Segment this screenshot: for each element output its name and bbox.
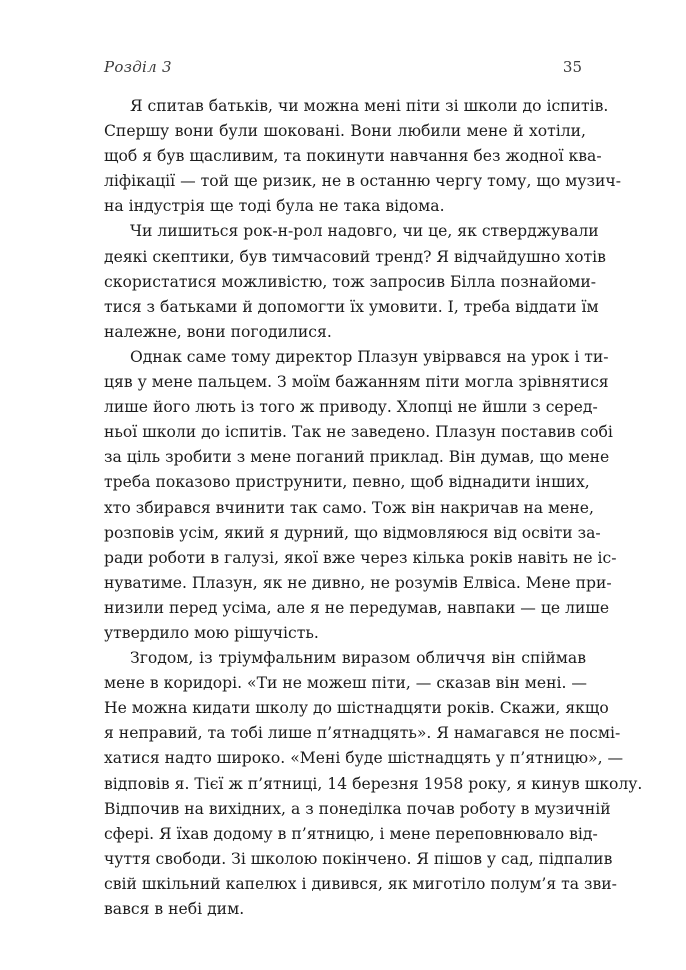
text-line: належне, вони погодилися. bbox=[104, 322, 332, 341]
paragraph-3 bbox=[104, 345, 617, 646]
page-header bbox=[104, 58, 582, 82]
text-line: скористатися можливістю, тож запросив Білла познайоми- bbox=[104, 272, 597, 291]
text-line: Спершу вони були шоковані. Вони любили мене й хотіли, bbox=[104, 122, 586, 141]
text-line: лише його лють із того ж приводу. Хлопці не йшли з серед- bbox=[104, 398, 598, 417]
text-line: вався в небі дим. bbox=[104, 900, 245, 918]
text-line: свій шкільний капелюх і дивився, як миготіло полум’я та зви- bbox=[104, 874, 617, 893]
text-line: Чи лишиться рок-н-рол надовго, чи це, як стверджували bbox=[130, 222, 599, 241]
text-line: ньої школи до іспитів. Так не заведено. Плазун поставив собі bbox=[104, 423, 613, 442]
text-line: мене в коридорі. «Ти не можеш піти, — сказав він мені. — bbox=[104, 674, 588, 693]
text-line: утвердило мою рішучість. bbox=[104, 623, 319, 642]
paragraph-4 bbox=[104, 646, 643, 922]
text-line: чуття свободи. Зі школою покінчено. Я пішов у сад, підпалив bbox=[104, 849, 613, 868]
text-line: цяв у мене пальцем. З моїм бажанням піти могла зрівнятися bbox=[104, 373, 609, 392]
text-line: за ціль зробити з мене поганий приклад. Він думав, що мене bbox=[104, 448, 610, 467]
text-line: щоб я був щасливим, та покинути навчання без жодної ква- bbox=[104, 147, 602, 166]
paragraph-2 bbox=[104, 219, 606, 344]
text-line: Однак саме тому директор Плазун увірвався на урок і ти- bbox=[130, 347, 609, 366]
text-line: хто збирався вчинити так само. Тож він накричав на мене, bbox=[104, 498, 594, 517]
paragraph-1 bbox=[104, 94, 621, 219]
text-line: на індустрія ще тоді була не така відома. bbox=[104, 197, 445, 216]
text-line: деякі скептики, був тимчасовий тренд? Я відчайдушно хотів bbox=[104, 247, 606, 266]
body-text bbox=[104, 94, 643, 922]
text-line: Я спитав батьків, чи можна мені піти зі школи до іспитів. bbox=[130, 97, 609, 115]
text-line: відповів я. Тієї ж п’ятниці, 14 березня 1958 року, я кинув школу. bbox=[104, 774, 643, 793]
text-line: сфері. Я їхав додому в п’ятницю, і мене переповнювало від- bbox=[104, 824, 598, 843]
text-line: я неправий, та тобі лише п’ятнадцять». Я намагався не посмі- bbox=[104, 724, 621, 743]
page-number: 35 bbox=[562, 58, 582, 76]
text-line: Не можна кидати школу до шістнадцяти років. Скажи, якщо bbox=[104, 699, 609, 718]
text-line: нуватиме. Плазун, як не дивно, не розумів Елвіса. Мене при- bbox=[104, 573, 612, 592]
text-line: треба показово приструнити, певно, щоб віднадити інших, bbox=[104, 473, 590, 492]
text-line: хатися надто широко. «Мені буде шістнадцять у п’ятницю», — bbox=[104, 749, 624, 768]
chapter-label: Розділ 3 bbox=[104, 58, 172, 76]
text-line: ліфікації — той ще ризик, не в останню чергу тому, що музич- bbox=[104, 172, 621, 191]
text-line: ради роботи в галузі, якої вже через кілька років навіть не іс- bbox=[104, 548, 617, 567]
text-line: Згодом, із тріумфальним виразом обличчя він спіймав bbox=[130, 649, 586, 668]
text-line: розповів усім, який я дурний, що відмовляюся від освіти за- bbox=[104, 523, 601, 542]
text-line: низили перед усіма, але я не передумав, навпаки — це лише bbox=[104, 598, 610, 617]
text-line: Відпочив на вихідних, а з понеділка почав роботу в музичній bbox=[104, 799, 611, 818]
text-line: тися з батьками й допомогти їх умовити. І, треба віддати їм bbox=[104, 297, 599, 316]
